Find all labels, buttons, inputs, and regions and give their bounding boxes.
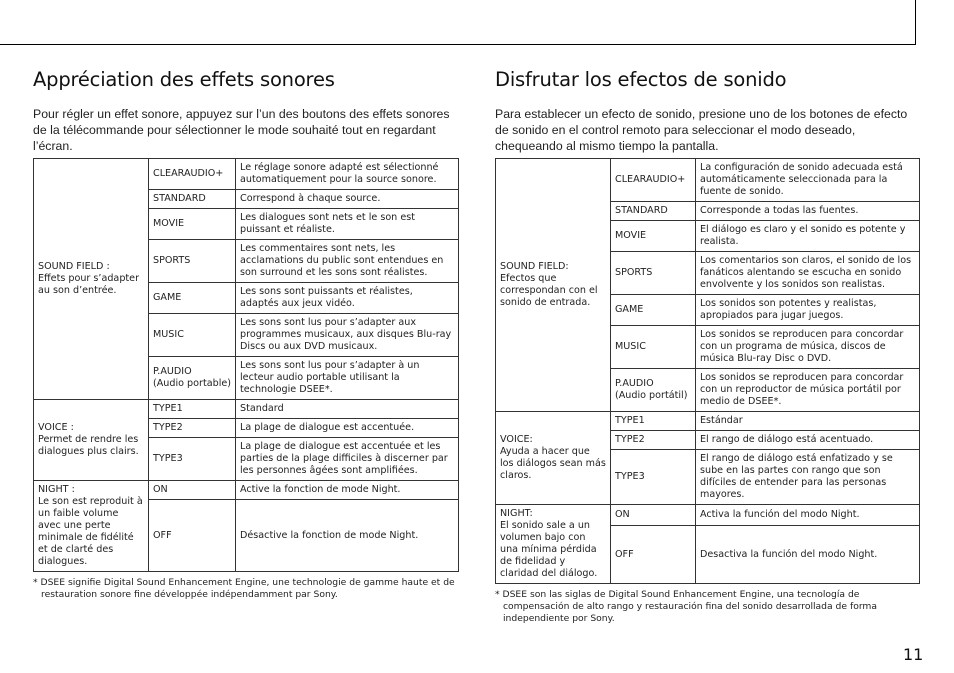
table-row — [496, 505, 920, 526]
mode-key-sub: (Audio portable) — [153, 378, 232, 389]
group-title: NIGHT: — [500, 508, 533, 519]
mode-key: ON — [149, 481, 236, 500]
mode-desc: Desactiva la función del modo Night. — [696, 526, 920, 584]
french-footnote: * DSEE signifie Digital Sound Enhancement Engine, une technologie de gamme haute et de restauration sonore fine développée indépendamment par Sony. — [33, 577, 455, 600]
mode-desc: Les sons sont lus pour s’adapter à un lecteur audio portable utilisant la technologie DSEE*. — [236, 357, 459, 400]
header-rule — [0, 44, 916, 45]
group-title: NIGHT : — [38, 484, 75, 495]
group-cell-sound-field — [496, 159, 611, 412]
mode-key: TYPE3 — [149, 438, 236, 481]
group-cell-night — [496, 505, 611, 584]
mode-desc: Los sonidos se reproducen para concordar con un reproductor de música portátil por medio de DSEE*. — [696, 369, 920, 412]
mode-desc: Los comentarios son claros, el sonido de los fanáticos alentando se escucha en sonido envolvente y los sonidos son realistas. — [696, 252, 920, 295]
mode-key: CLEARAUDIO+ — [611, 159, 696, 202]
group-desc: Permet de rendre les dialogues plus clairs. — [38, 434, 139, 457]
mode-key: CLEARAUDIO+ — [149, 159, 236, 190]
mode-key: TYPE1 — [149, 400, 236, 419]
mode-desc: La plage de dialogue est accentuée et les parties de la plage difficiles à discerner par les personnes âgées sont amplifiées. — [236, 438, 459, 481]
mode-key: SPORTS — [149, 240, 236, 283]
mode-desc: Activa la función del modo Night. — [696, 505, 920, 526]
spanish-footnote: * DSEE son las siglas de Digital Sound Enhancement Engine, una tecnología de compensación de alto rango y restauración fina del sonido desarrollada de forma independiente por Sony. — [495, 589, 878, 624]
group-desc: El sonido sale a un volumen bajo con una mínima pérdida de fidelidad y claridad del diálogo. — [500, 520, 598, 579]
mode-desc: La configuración de sonido adecuada está automáticamente seleccionada para la fuente de sonido. — [696, 159, 920, 202]
mode-desc: Les commentaires sont nets, les acclamations du public sont entendues en son surround et les sons sont réalistes. — [236, 240, 459, 283]
mode-desc: Désactive la fonction de mode Night. — [236, 500, 459, 572]
mode-desc: Les dialogues sont nets et le son est puissant et réaliste. — [236, 209, 459, 240]
mode-desc: Active la fonction de mode Night. — [236, 481, 459, 500]
table-row — [496, 159, 920, 202]
french-effects-table — [33, 158, 459, 572]
mode-key: STANDARD — [149, 190, 236, 209]
french-column — [33, 68, 459, 601]
mode-desc: Corresponde a todas las fuentes. — [696, 202, 920, 221]
group-desc: Ayuda a hacer que los diálogos sean más claros. — [500, 446, 606, 481]
mode-desc: Les sons sont puissants et réalistes, adaptés aux jeux vidéo. — [236, 283, 459, 314]
spanish-effects-table — [495, 158, 920, 584]
table-row — [496, 412, 920, 431]
group-title: SOUND FIELD: — [500, 261, 569, 272]
header-vertical-rule — [915, 0, 916, 45]
mode-desc: El rango de diálogo está acentuado. — [696, 431, 920, 450]
mode-key: OFF — [611, 526, 696, 584]
mode-key-cell — [611, 369, 696, 412]
mode-key: P.AUDIO — [153, 366, 192, 377]
mode-key: P.AUDIO — [615, 378, 654, 389]
group-title: VOICE : — [38, 422, 74, 433]
mode-key: ON — [611, 505, 696, 526]
mode-key: MOVIE — [611, 221, 696, 252]
mode-desc: El rango de diálogo está enfatizado y se sube en las partes con rango que son difíciles de entender para las personas mayores. — [696, 450, 920, 505]
mode-desc: Correspond à chaque source. — [236, 190, 459, 209]
mode-key: MOVIE — [149, 209, 236, 240]
mode-key: TYPE1 — [611, 412, 696, 431]
spanish-intro: Para establecer un efecto de sonido, presione uno de los botones de efecto de sonido en el control remoto para seleccionar el modo deseado, chequeando al mismo tiempo la pantalla. — [495, 107, 908, 153]
group-cell-night — [34, 481, 149, 572]
mode-key: GAME — [611, 295, 696, 326]
mode-key: SPORTS — [611, 252, 696, 295]
table-row — [34, 481, 459, 500]
mode-key: STANDARD — [611, 202, 696, 221]
mode-key: TYPE2 — [149, 419, 236, 438]
mode-key: OFF — [149, 500, 236, 572]
mode-desc: El diálogo es claro y el sonido es potente y realista. — [696, 221, 920, 252]
group-desc: Le son est reproduit à un faible volume avec une perte minimale de fidélité et de clarté des dialogues. — [38, 496, 143, 567]
group-desc: Effets pour s’adapter au son d’entrée. — [38, 273, 140, 296]
mode-key: GAME — [149, 283, 236, 314]
mode-key: MUSIC — [611, 326, 696, 369]
mode-desc: Les sons sont lus pour s’adapter aux programmes musicaux, aux disques Blu-ray Discs ou aux DVD musicaux. — [236, 314, 459, 357]
group-desc: Efectos que correspondan con el sonido de entrada. — [500, 273, 598, 308]
table-row — [34, 159, 459, 190]
table-row — [34, 400, 459, 419]
mode-key: TYPE2 — [611, 431, 696, 450]
mode-desc: La plage de dialogue est accentuée. — [236, 419, 459, 438]
mode-desc: Le réglage sonore adapté est sélectionné automatiquement pour la source sonore. — [236, 159, 459, 190]
group-cell-sound-field — [34, 159, 149, 400]
group-title: VOICE: — [500, 434, 533, 445]
french-intro: Pour régler un effet sonore, appuyez sur l’un des boutons des effets sonores de la télécommande pour sélectionner le mode souhaité tout en regardant l’écran. — [33, 107, 450, 153]
spanish-title: Disfrutar los efectos de sonido — [495, 68, 787, 91]
mode-key-cell — [149, 357, 236, 400]
mode-key: TYPE3 — [611, 450, 696, 505]
mode-key-sub: (Audio portátil) — [615, 390, 688, 401]
french-title: Appréciation des effets sonores — [33, 68, 335, 91]
mode-desc: Estándar — [696, 412, 920, 431]
group-cell-voice — [34, 400, 149, 481]
mode-desc: Los sonidos se reproducen para concordar con un programa de música, discos de música Blu-ray Disc o DVD. — [696, 326, 920, 369]
group-title: SOUND FIELD : — [38, 261, 110, 272]
mode-key: MUSIC — [149, 314, 236, 357]
page-number: 11 — [903, 645, 924, 664]
spanish-column — [495, 68, 920, 625]
mode-desc: Los sonidos son potentes y realistas, apropiados para jugar juegos. — [696, 295, 920, 326]
mode-desc: Standard — [236, 400, 459, 419]
group-cell-voice — [496, 412, 611, 505]
